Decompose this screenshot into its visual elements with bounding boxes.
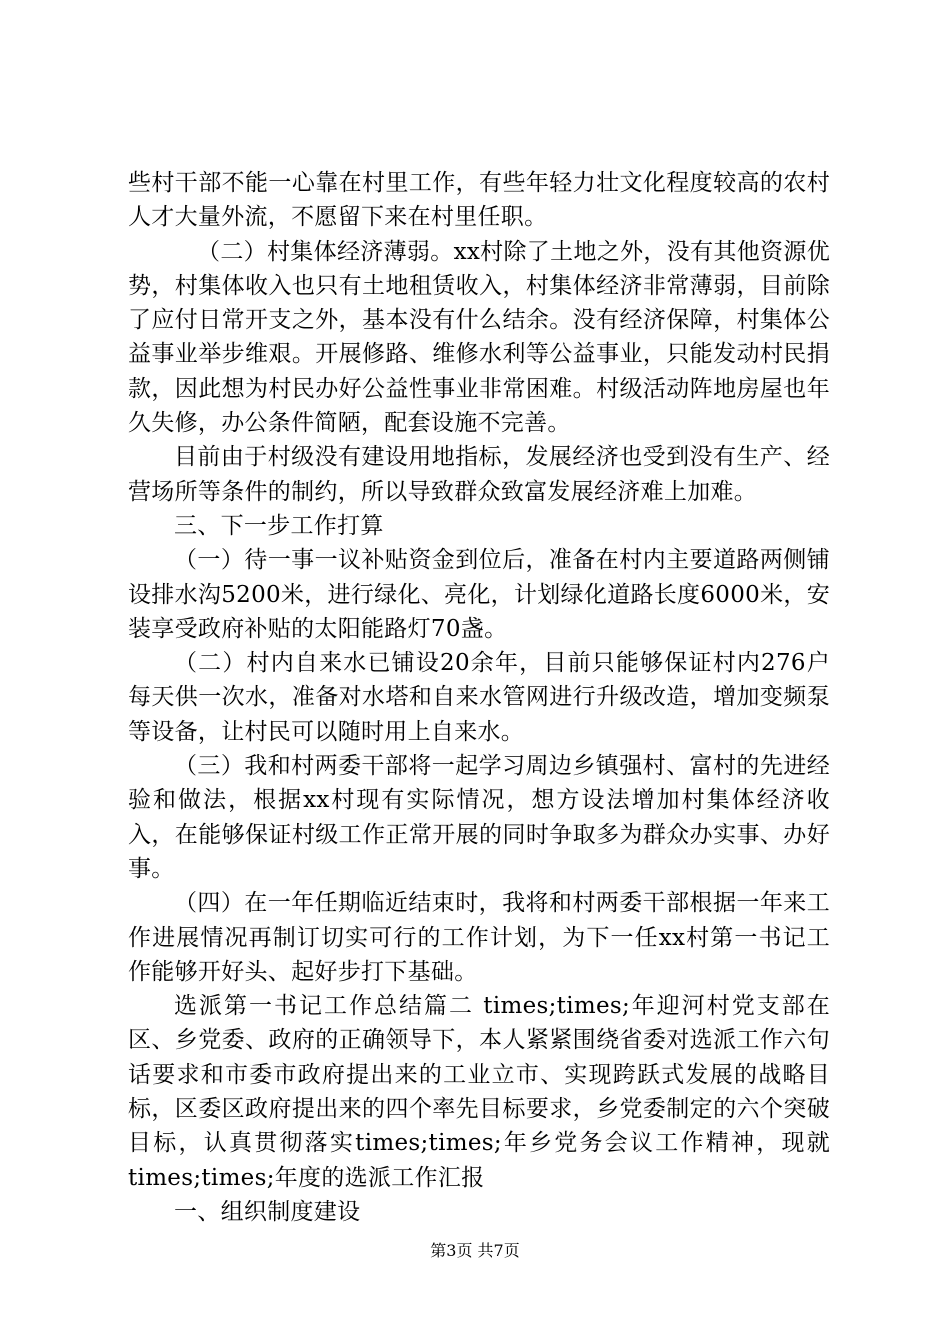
paragraph-plan-3: （三）我和村两委干部将一起学习周边乡镇强村、富村的先进经验和做法，根据xx村现有实际情况，想方设法增加村集体经济收入，在能够保证村级工作正常开展的同时争取多为群众办实事、办好事。 xyxy=(128,753,830,882)
paragraph-land-constraint: 目前由于村级没有建设用地指标，发展经济也受到没有生产、经营场所等条件的制约，所以导致群众致富发展经济难上加难。 xyxy=(128,444,830,505)
section-heading-organization: 一、组织制度建设 xyxy=(174,1198,361,1225)
document-body xyxy=(128,166,830,1229)
paragraph-plan-1: （一）待一事一议补贴资金到位后，准备在村内主要道路两侧铺设排水沟5200米，进行绿化、亮化，计划绿化道路长度6000米，安装享受政府补贴的太阳能路灯70盏。 xyxy=(128,547,830,642)
paragraph-continuation: 些村干部不能一心靠在村里工作，有些年轻力壮文化程度较高的农村人才大量外流，不愿留下来在村里任职。 xyxy=(128,170,830,231)
section-heading-next-steps: 三、下一步工作打算 xyxy=(174,512,384,539)
paragraph-summary-part-two: 选派第一书记工作总结篇二 times;times;年迎河村党支部在区、乡党委、政府的正确领导下，本人紧紧围绕省委对选派工作六句话要求和市委市政府提出来的工业立市、实现跨跃式发展的战略目标，区委区政府提出来的四个率先目标要求，乡党委制定的六个突破目标，认真贯彻落实times;times;年乡党务会议工作精神，现就times;times;年度的选派工作汇报 xyxy=(128,993,830,1191)
paragraph-collective-economy: （二）村集体经济薄弱。xx村除了土地之外，没有其他资源优势，村集体收入也只有土地租赁收入，村集体经济非常薄弱，目前除了应付日常开支之外，基本没有什么结余。没有经济保障，村集体公益事业举步维艰。开展修路、维修水利等公益事业，只能发动村民捐款，因此想为村民办好公益性事业非常困难。村级活动阵地房屋也年久失修，办公条件简陋，配套设施不完善。 xyxy=(128,238,830,437)
paragraph-plan-2: （二）村内自来水已铺设20余年，目前只能够保证村内276户每天供一次水，准备对水塔和自来水管网进行升级改造，增加变频泵等设备，让村民可以随时用上自来水。 xyxy=(128,650,830,745)
page-number-footer: 第3页 共7页 xyxy=(430,1241,520,1260)
paragraph-plan-4: （四）在一年任期临近结束时，我将和村两委干部根据一年来工作进展情况再制订切实可行的工作计划，为下一任xx村第一书记工作能够开好头、起好步打下基础。 xyxy=(128,890,830,985)
